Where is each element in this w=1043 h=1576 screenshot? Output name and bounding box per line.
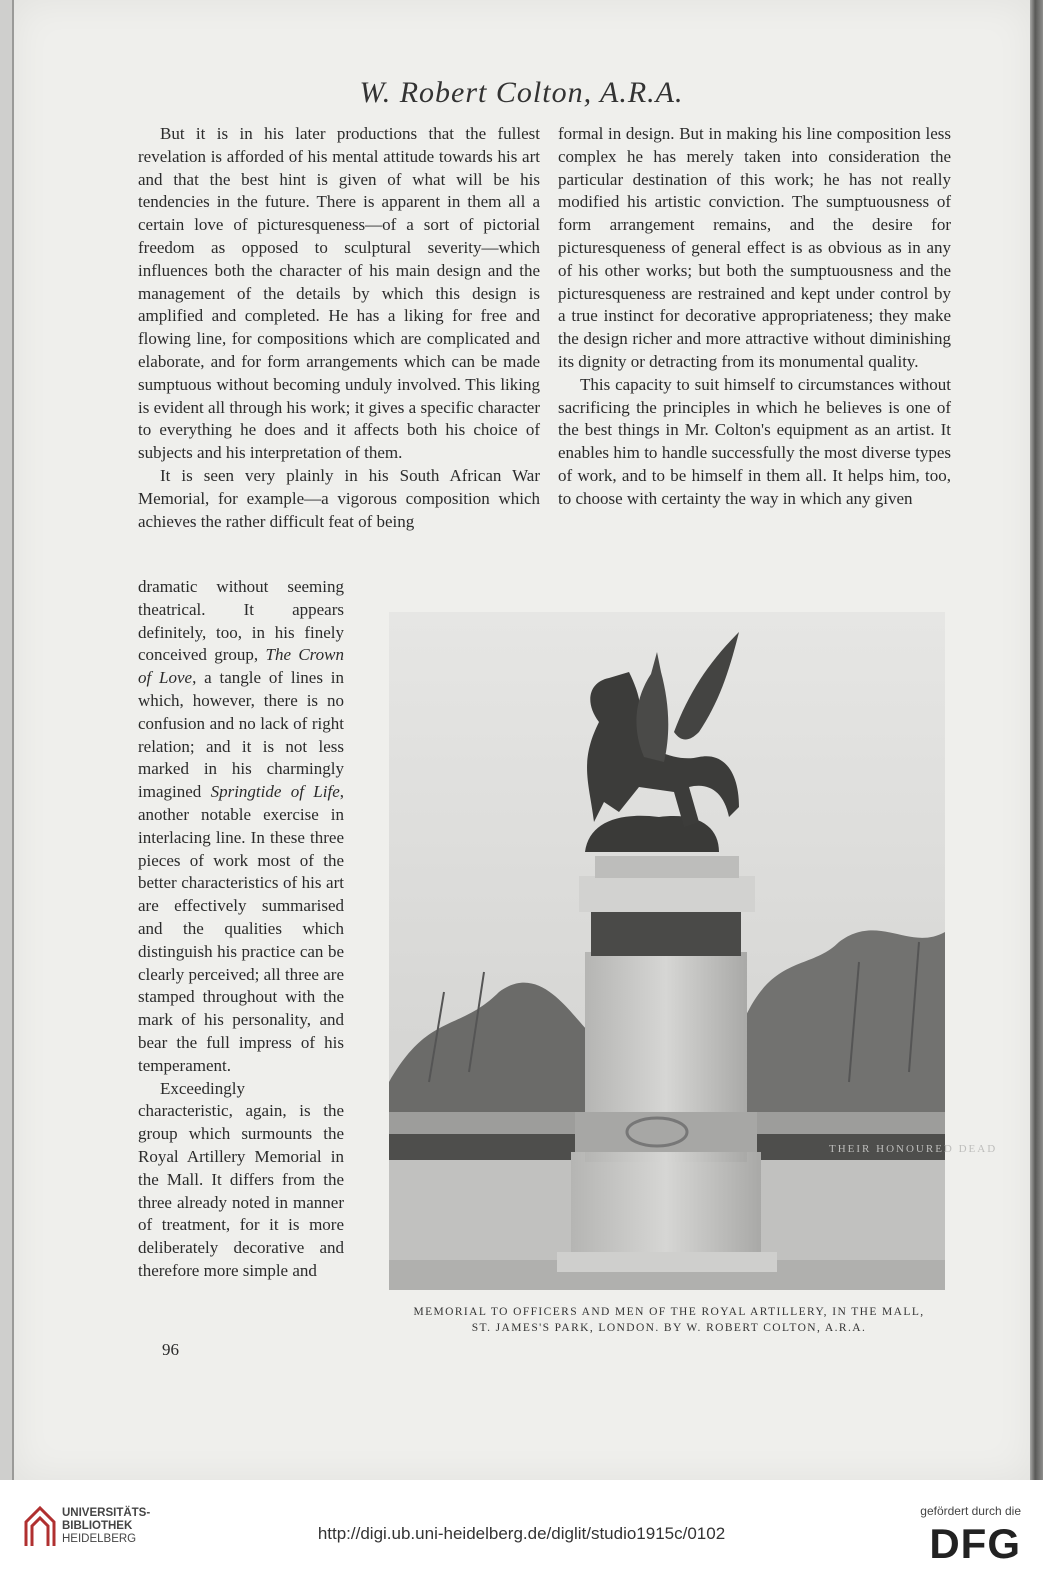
caption-line: ST. JAMES'S PARK, LONDON. BY W. ROBERT COLTON, A.R.A. (471, 1322, 867, 1334)
artwork-title: The Crown of Love (138, 645, 344, 688)
memorial-photograph (389, 612, 998, 1290)
inscription: THEIR HONOURED DEAD (829, 1143, 998, 1155)
body-text: , a tangle of lines in which, however, there is no confusion and no lack of right relation; and it is not less marked in his charmingly imagined (138, 668, 344, 802)
body-paragraph: But it is in his later productions that the fullest revelation is afforded of his mental attitude towards his art and that the best hint is given of what will be his tendencies in the future. There is apparent in them all a certain love of picturesqueness—of a sort of pictorial freedom as opposed to sculptural severity—which influences both the character of his main design and the management of the details by which this design is amplified and completed. He has a liking for free and flowing line, for compositions which are complicated and elaborate, and for form arrangements which can be made sumptuous without becoming unduly involved. This liking is evident all through his work; it gives a specific character to everything he does and it affects both his choice of subjects and his interpretation of them. (138, 124, 540, 463)
artwork-title: Springtide of Life (210, 782, 340, 802)
body-paragraph (138, 576, 344, 1078)
body-paragraph: It is seen very plainly in his South African War Memorial, for example—a vigorous composition which achieves the rather difficult feat of being (138, 465, 540, 531)
photo-caption (362, 1304, 976, 1336)
page-number: 96 (162, 1340, 179, 1359)
running-head: W. Robert Colton, A.R.A. (359, 76, 684, 109)
permalink-url[interactable]: http://digi.ub.uni-heidelberg.de/diglit/studio1915c/0102 (317, 1524, 726, 1543)
caption-line: MEMORIAL TO OFFICERS AND MEN OF THE ROYAL ARTILLERY, IN THE MALL, (413, 1306, 925, 1318)
digitization-footer (0, 1480, 1043, 1576)
page-edge (1030, 0, 1043, 1480)
left-column-narrow (138, 576, 344, 1283)
library-name-line: UNIVERSITÄTS- (62, 1507, 151, 1519)
dfg-logo: DFG (929, 1520, 1021, 1567)
right-column (558, 123, 951, 511)
body-paragraph: Exceedingly characteristic, again, is the group which surmounts the Royal Artillery Memorial in the Mall. It differs from the three already noted in manner of treatment, for it is more deliberately decorative and therefore more simple and (138, 1078, 344, 1280)
library-name-line: BIBLIOTHEK (62, 1520, 133, 1532)
funder-note: gefördert durch die (920, 1504, 1021, 1518)
body-text: dramatic without seeming theatrical. It appears definitely, too, in his finely conceived group, (138, 577, 344, 665)
body-paragraph: This capacity to suit himself to circumstances without sacrificing the principles in which he believes is one of the best things in Mr. Colton's equipment as an artist. It enables him to handle successfully the most diverse types of work, and to be himself in them all. It helps him, too, to choose with certainty the way in which any given (558, 374, 951, 508)
left-column-top (138, 123, 540, 533)
body-text: , another notable exercise in interlacing line. In these three pieces of work most of the better characteristics of his art are effectively summarised and the qualities which distinguish his practice can be clearly perceived; all three are stamped throughout with the mark of his personality, and bear the full impress of his temperament. (138, 782, 344, 1075)
body-paragraph: formal in design. But in making his line composition less complex he has merely taken into consideration the particular destination of this work; he has not really modified his artistic conviction. The sumptuousness of form arrangement remains, and the desire for picturesqueness of general effect is as obvious as in any of his other works; but both the sumptuousness and the picturesqueness are restrained and kept under control by a true instinct for decorative appropriateness; they make the design richer and more attractive without diminishing its dignity or detracting from its monumental quality. (558, 124, 951, 371)
library-name-line: HEIDELBERG (62, 1533, 137, 1545)
